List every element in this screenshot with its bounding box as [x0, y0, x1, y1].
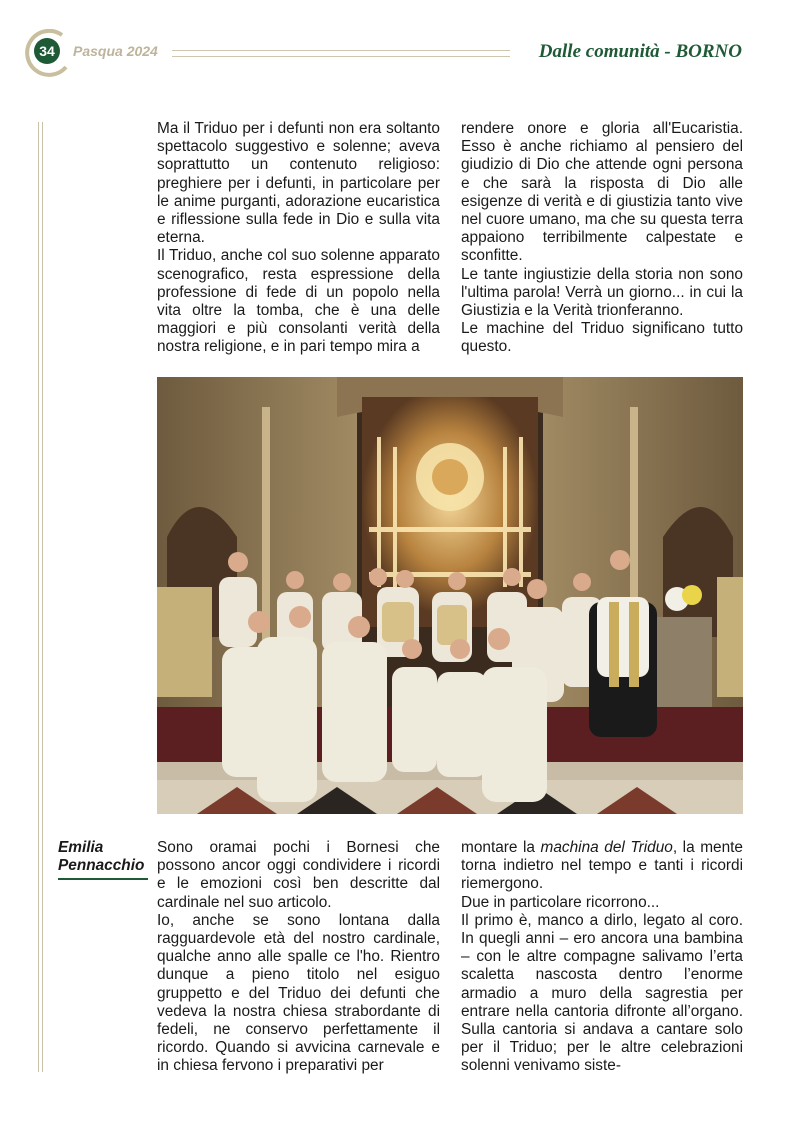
- paragraph: rendere onore e gloria all'Eucaristia. Esso è anche richiamo al pensiero del giudizio di Dio che attende ogni persona e che sarà la risposta di Dio alle esigenze di verità e di giustizia tanto vive nel cuore umano, ma che su questa terra appaiono terribilmente calpestate e sconfitte.: [461, 120, 743, 265]
- article-column-1: [157, 120, 440, 357]
- paragraph: Ma il Triduo per i defunti non era soltanto spettacolo suggestivo e solenne; aveva soprattutto un contenuto religioso: preghiere per i defunti, in particolare per le anime purganti, adorazione eucaristica e riflessione sulla fede in Dio e sulla vita eterna.: [157, 120, 440, 247]
- margin-rule-2: [42, 122, 43, 1072]
- text-span: montare la: [461, 839, 541, 856]
- paragraph: [461, 839, 743, 894]
- paragraph: Io, anche se sono lontana dalla ragguardevole età del nostro cardinale, qualche anno alle spalle ce l'ho. Rientro dunque a pieno titolo nel esiguo gruppetto e del Triduo dei defunti che vedeva la nostra chiesa strabordante di fedeli, ne conservo perfettamente il ricordo. Quando si avvicina carnevale e in chiesa fervono i preparativi per: [157, 911, 440, 1075]
- article-column-4: [461, 839, 743, 1076]
- margin-rule-1: [38, 122, 39, 1072]
- paragraph: Sono oramai pochi i Bornesi che possono ancor oggi condividere i ricordi e le emozioni così ben descritte dal cardinale nel suo articolo.: [157, 839, 440, 911]
- issue-label: Pasqua 2024: [73, 43, 158, 59]
- page-number: 34: [34, 38, 60, 64]
- author-underline: [58, 878, 148, 880]
- photo-illustration: [157, 377, 743, 814]
- article-column-2: [461, 120, 743, 357]
- article-column-3: [157, 839, 440, 1076]
- paragraph: Le tante ingiustizie della storia non sono l'ultima parola! Verrà un giorno... in cui la Giustizia e la Verità trionferanno.: [461, 265, 743, 320]
- author-name: Emilia Pennacchio: [58, 839, 145, 875]
- italic-title: machina del Triduo: [540, 839, 673, 856]
- paragraph: Il Triduo, anche col suo solenne apparato scenografico, resta espressione della professione di fede di un popolo nella vita oltre la tomba, che è una delle maggiori e più consolanti verità della nostra religione, e in pari tempo mira a: [157, 247, 440, 356]
- paragraph: Due in particolare ricorrono...: [461, 893, 660, 911]
- paragraph: Il primo è, manco a dirlo, legato al coro. In quegli anni – ero ancora una bambina – con le altre compagne salivamo l’erta scaletta nascosta dentro l’enorme armadio a muro della sagrestia per entrare nella cantoria difronte all’organo. Sulla cantoria si andava a cantare solo per il Triduo; per le altre celebrazioni solenni venivamo siste-: [461, 911, 743, 1075]
- text-span: , la mente torna indietro nel tempo e tanti i ricordi riemergono.: [461, 839, 743, 893]
- paragraph: Le machine del Triduo significano tutto questo.: [461, 320, 743, 356]
- section-title: Dalle comunità - BORNO: [538, 41, 742, 62]
- church-group-photo: [157, 377, 743, 814]
- header-rule: [172, 50, 510, 57]
